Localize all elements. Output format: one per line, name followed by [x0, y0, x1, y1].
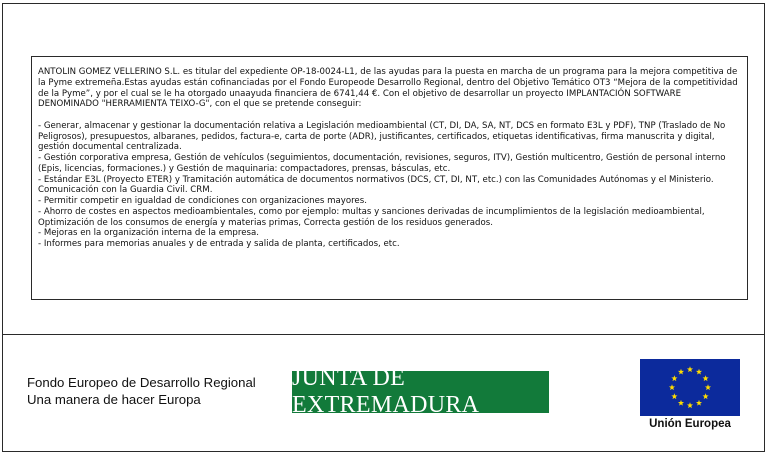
objective-item-3: - Estándar E3L (Proyecto ETER) y Tramitación automática de documentos normativos (DCS, CT, DI, NT, etc.) con las Comunidades Autónomas y el Ministerio. Comunicación con la Guardia Civil. CRM. [38, 174, 714, 196]
feder-text-block [27, 374, 256, 408]
junta-logo-text: JUNTA DE EXTREMADURA [292, 365, 480, 418]
objective-item-2: - Gestión corporativa empresa, Gestión de vehículos (seguimientos, documentación, revisiones, seguros, ITV), Gestión multicentro, Gestión de personal interno (Epis, licencias, formaciones.) y Gestión de maquinaria: compactadores, prensas, básculas, etc. [38, 153, 726, 174]
intro-paragraph: ANTOLIN GOMEZ VELLERINO S.L. es titular del expediente OP-18-0024-L1, de las ayudas para la puesta en marcha de un programa para la mejora competitiva de la Pyme extremeña.Estas ayudas están cofinanciadas por el Fondo Europeode Desarrollo Regional, dentro del Objetivo Temático OT3 “Mejora de la competitividad de la Pyme”, y por el cual se le ha otorgado unaayuda financiera de 6741,44 €. Con el objetivo de desarrollar un proyecto IMPLANTACIÓN SOFTWARE DENOMINADO "HERRAMIENTA TEIXO-G", con el que se pretende conseguir: [38, 67, 738, 110]
junta-extremadura-logo [292, 365, 549, 418]
footer-divider [2, 334, 765, 335]
objective-item-6: - Mejoras en la organización interna de la empresa. [38, 228, 259, 239]
objective-item-5: - Ahorro de costes en aspectos medioambientales, como por ejemplo: multas y sanciones derivadas de incumplimientos de la legislación medioambiental, Optimización de los consumos de energía y materias primas, Correcta gestión de los residuos generados. [38, 206, 705, 228]
feder-line-2: Una manera de hacer Europa [27, 392, 201, 407]
eu-flag-svg [640, 359, 740, 416]
objective-item-7: - Informes para memorias anuales y de entrada y salida de planta, certificados, etc. [38, 239, 400, 249]
funding-notice-box [31, 56, 748, 300]
feder-line-1: Fondo Europeo de Desarrollo Regional [27, 375, 256, 390]
objective-item-4: - Permitir competir en igualdad de condiciones con organizaciones mayores. [38, 196, 367, 206]
objective-item-1: - Generar, almacenar y gestionar la documentación relativa a Legislación medioambiental (CT, DI, DA, SA, NT, DCS en formato E3L y PDF), TNP (Traslado de No Peligrosos), presupuestos, albaranes, pedidos, factura-e, carta de porte (ADR), justificantes, certificados, etiquetas identificativas, firma manuscrita y digital, gestión documental centralizada. [38, 120, 726, 153]
eu-label: Unión Europea [649, 418, 731, 430]
paragraph-gap [38, 110, 741, 121]
